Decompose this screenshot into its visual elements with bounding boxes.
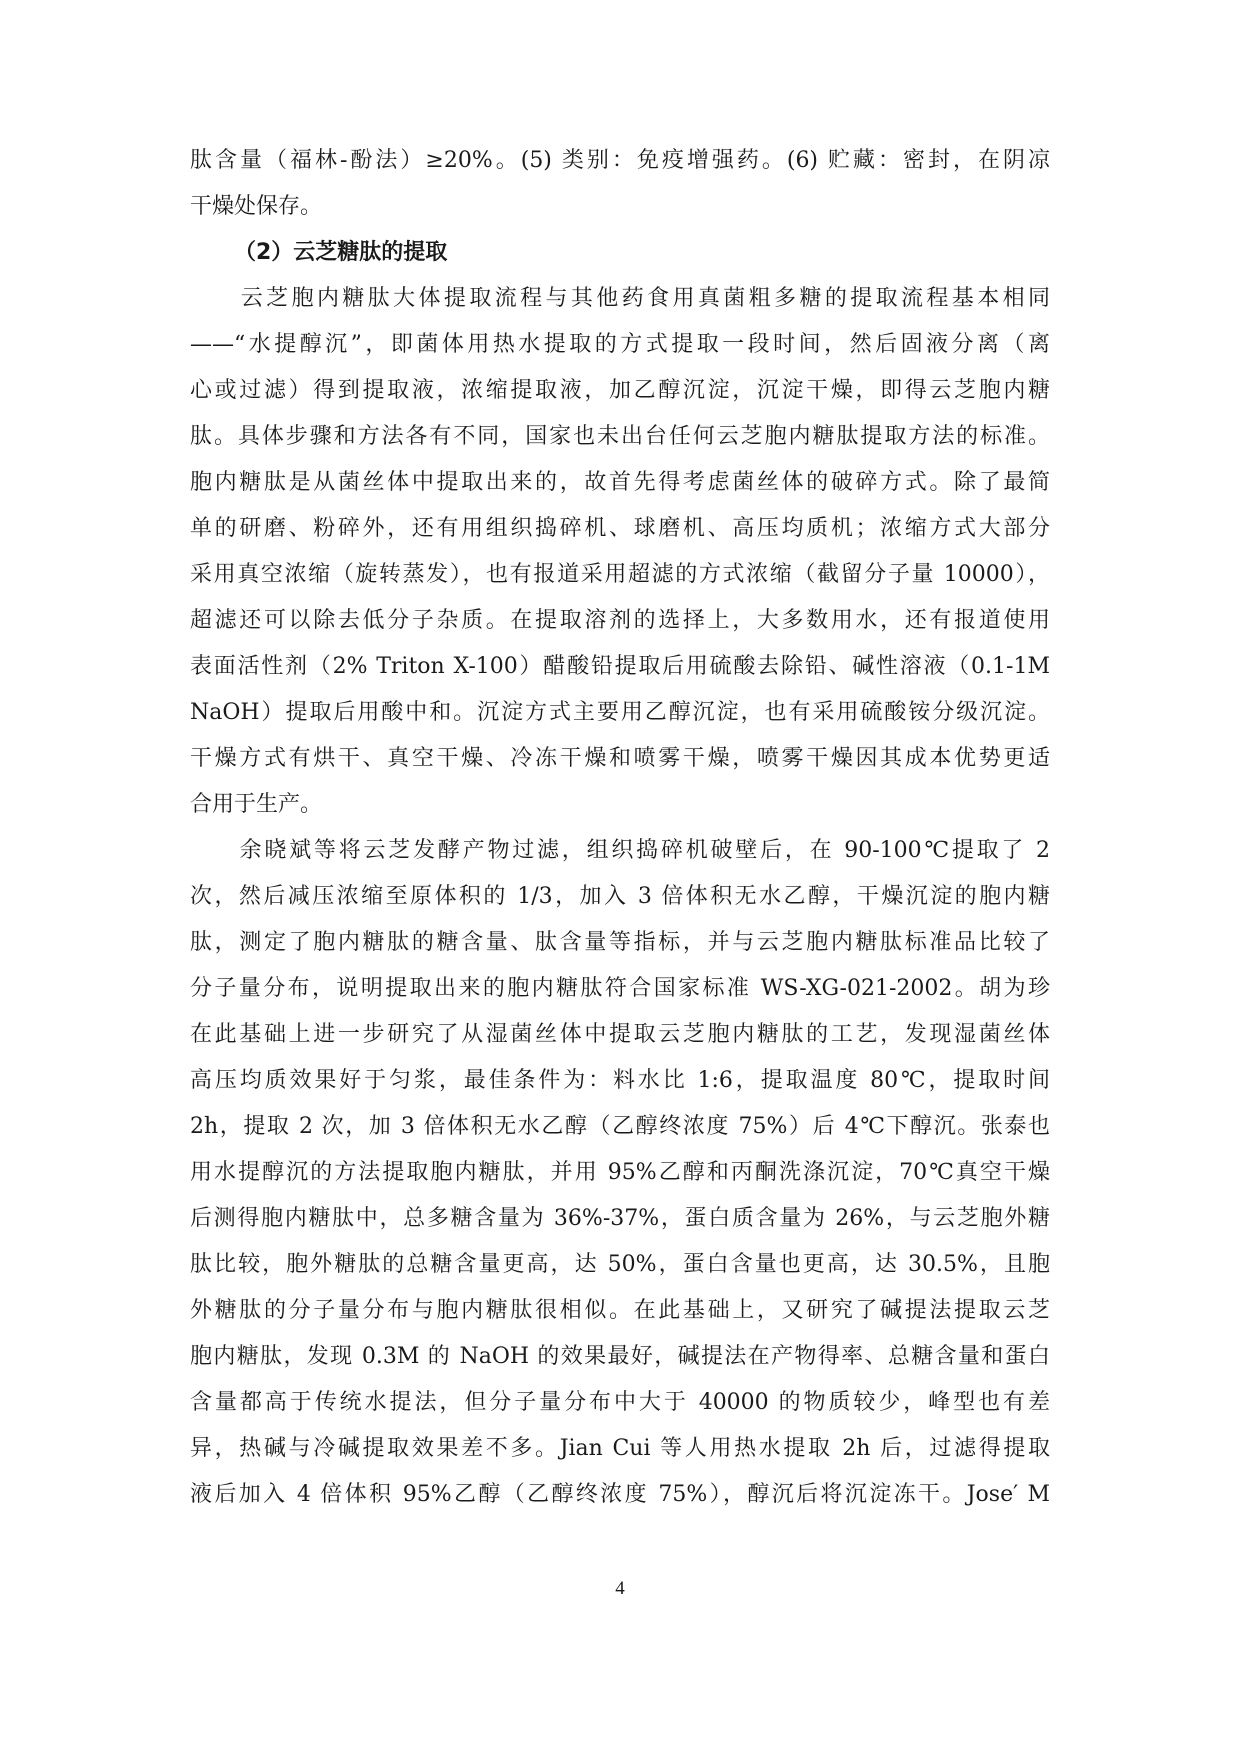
text-line: 肽比较，胞外糖肽的总糖含量更高，达 50%，蛋白含量也更高，达 30.5%，且胞 [190,1252,1050,1277]
text-line: 在此基础上进一步研究了从湿菌丝体中提取云芝胞内糖肽的工艺，发现湿菌丝体 [190,1022,1050,1047]
text-line: 超滤还可以除去低分子杂质。在提取溶剂的选择上，大多数用水，还有报道使用 [190,608,1050,633]
document-page [190,138,1050,1518]
text-line: 含量都高于传统水提法，但分子量分布中大于 40000 的物质较少，峰型也有差 [190,1390,1050,1415]
paragraph-research-review [190,828,1050,1518]
section-heading: （2）云芝糖肽的提取 [234,240,448,265]
text-line: 用水提醇沉的方法提取胞内糖肽，并用 95%乙醇和丙酮洗涤沉淀，70℃真空干燥 [190,1160,1050,1185]
text-line: 肽。具体步骤和方法各有不同，国家也未出台任何云芝胞内糖肽提取方法的标准。 [190,424,1050,449]
paragraph-extraction-overview [190,276,1050,828]
text-line: 分子量分布，说明提取出来的胞内糖肽符合国家标准 WS-XG-021-2002。胡为珍 [190,976,1050,1001]
page-number: 4 [615,1578,625,1599]
text-line: 液后加入 4 倍体积 95%乙醇（乙醇终浓度 75%），醇沉后将沉淀冻干。Jose′ M [190,1482,1050,1507]
text-line: NaOH）提取后用酸中和。沉淀方式主要用乙醇沉淀，也有采用硫酸铵分级沉淀。 [190,700,1050,725]
text-line: 采用真空浓缩（旋转蒸发），也有报道采用超滤的方式浓缩（截留分子量 10000）， [190,562,1050,587]
text-line: 单的研磨、粉碎外，还有用组织捣碎机、球磨机、高压均质机；浓缩方式大部分 [190,516,1050,541]
text-line: 肽，测定了胞内糖肽的糖含量、肽含量等指标，并与云芝胞内糖肽标准品比较了 [190,930,1050,955]
text-line: 干燥方式有烘干、真空干燥、冷冻干燥和喷雾干燥，喷雾干燥因其成本优势更适 [190,746,1050,771]
text-line: 外糖肽的分子量分布与胞内糖肽很相似。在此基础上，又研究了碱提法提取云芝 [190,1298,1050,1323]
text-line: 后测得胞内糖肽中，总多糖含量为 36%-37%，蛋白质含量为 26%，与云芝胞外糖 [190,1206,1050,1231]
text-line: 异，热碱与冷碱提取效果差不多。Jian Cui 等人用热水提取 2h 后，过滤得提取 [190,1436,1050,1461]
text-line: 胞内糖肽是从菌丝体中提取出来的，故首先得考虑菌丝体的破碎方式。除了最简 [190,470,1050,495]
text-line: 云芝胞内糖肽大体提取流程与其他药食用真菌粗多糖的提取流程基本相同 [190,286,1050,311]
text-line: 余晓斌等将云芝发酵产物过滤，组织捣碎机破壁后，在 90-100℃提取了 2 [190,838,1050,863]
top-paragraph [190,138,1050,230]
text-line: 肽含量（福林-酚法）≥20%。(5) 类别：免疫增强药。(6) 贮藏：密封，在阴凉 [190,148,1050,173]
text-line: 合用于生产。 [190,792,323,817]
text-line: ——“水提醇沉”，即菌体用热水提取的方式提取一段时间，然后固液分离（离 [190,332,1050,357]
text-line: 胞内糖肽，发现 0.3M 的 NaOH 的效果最好，碱提法在产物得率、总糖含量和蛋白 [190,1344,1050,1369]
text-line: 表面活性剂（2% Triton X-100）醋酸铅提取后用硫酸去除铅、碱性溶液（0.1-1M [190,654,1050,679]
text-line: 次，然后减压浓缩至原体积的 1/3，加入 3 倍体积无水乙醇，干燥沉淀的胞内糖 [190,884,1050,909]
text-line: 心或过滤）得到提取液，浓缩提取液，加乙醇沉淀，沉淀干燥，即得云芝胞内糖 [190,378,1050,403]
text-line: 2h，提取 2 次，加 3 倍体积无水乙醇（乙醇终浓度 75%）后 4℃下醇沉。张泰也 [190,1114,1050,1139]
text-line: 高压均质效果好于匀浆，最佳条件为：料水比 1:6，提取温度 80℃，提取时间 [190,1068,1050,1093]
text-line: 干燥处保存。 [190,194,323,219]
